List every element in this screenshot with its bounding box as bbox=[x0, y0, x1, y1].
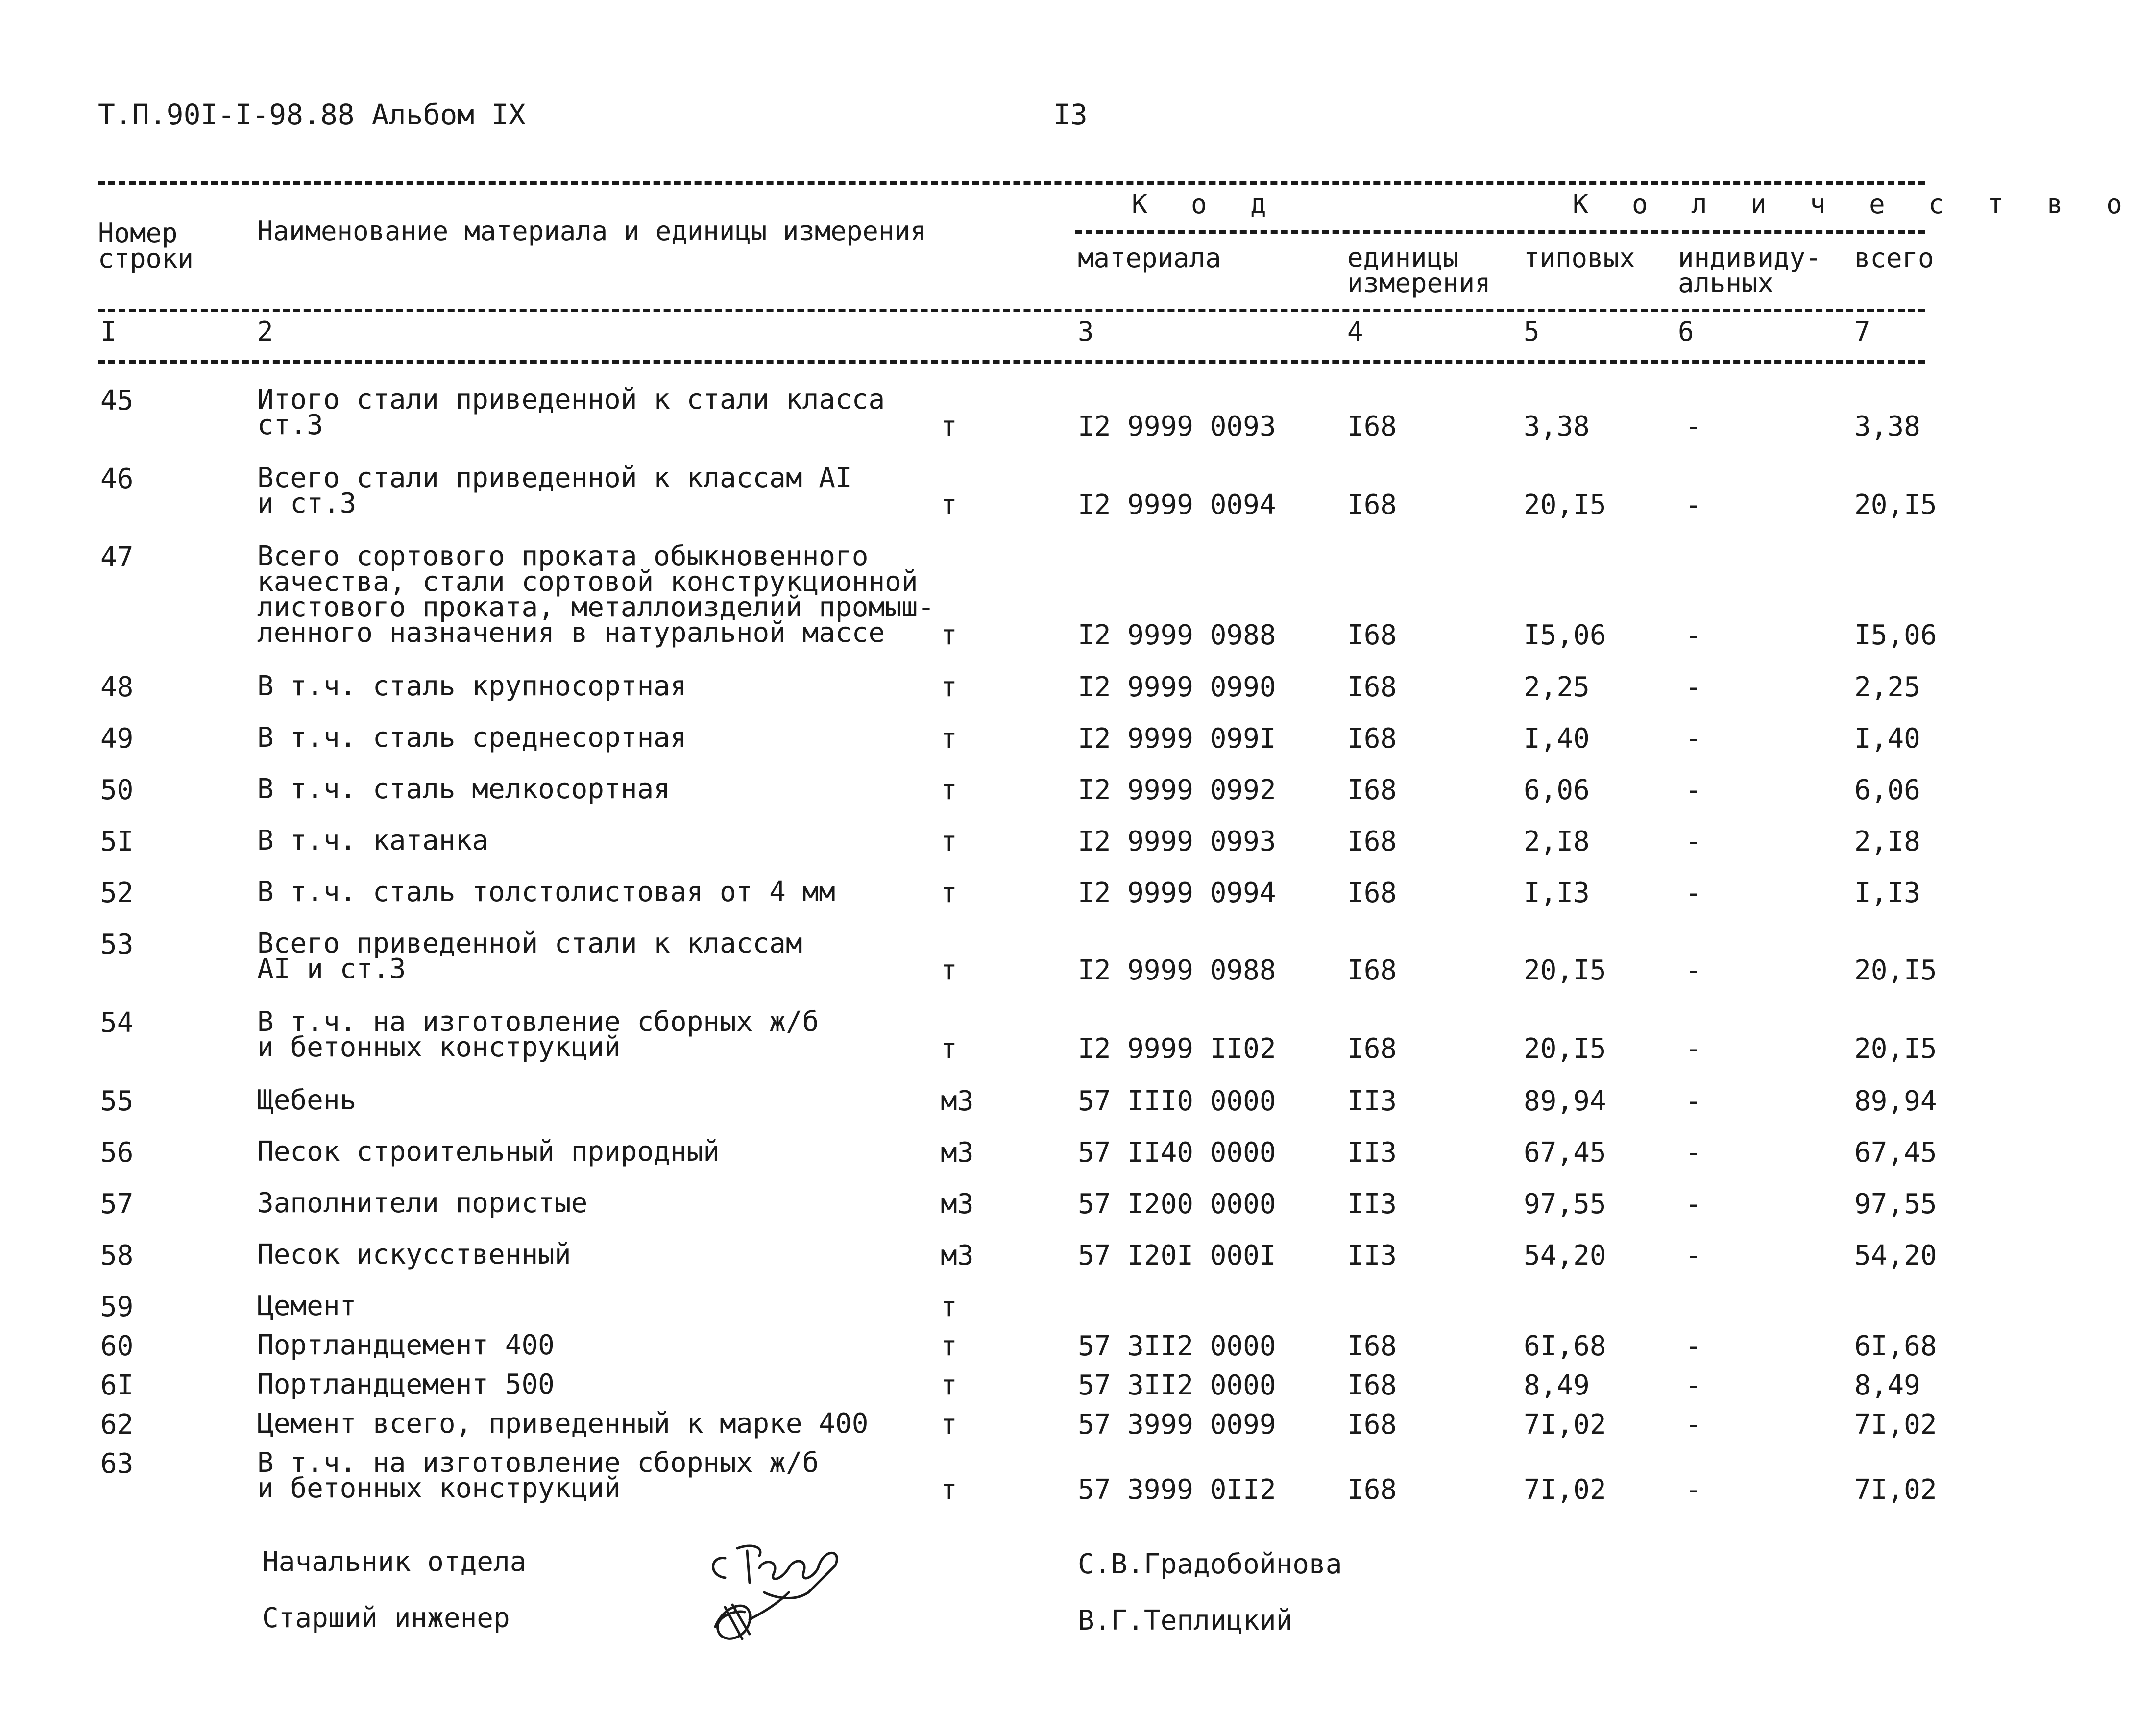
qty-typical: 6,06 bbox=[1524, 774, 1590, 806]
header-qty-total: всего bbox=[1854, 243, 1934, 273]
qty-total: 2,I8 bbox=[1854, 826, 1920, 857]
column-number-3: 3 bbox=[1078, 316, 1094, 347]
material-name: Всего приведенной стали к классам AI и ст.3 bbox=[257, 928, 802, 985]
qty-typical: 8,49 bbox=[1524, 1369, 1590, 1401]
qty-total: 3,38 bbox=[1854, 411, 1920, 442]
signature-title-head: Начальник отдела bbox=[262, 1546, 527, 1578]
unit-code: I68 bbox=[1347, 774, 1397, 806]
qty-individual: - bbox=[1685, 723, 1702, 755]
qty-total: 67,45 bbox=[1854, 1137, 1937, 1169]
header-mid-divider bbox=[98, 309, 1925, 312]
unit-of-measure: т bbox=[941, 1369, 957, 1401]
material-name: Цемент всего, приведенный к марке 400 bbox=[257, 1408, 869, 1440]
row-number: 48 bbox=[100, 671, 134, 703]
unit-of-measure: т bbox=[941, 671, 957, 703]
qty-typical: 20,I5 bbox=[1524, 1033, 1606, 1065]
material-code: 57 II40 0000 bbox=[1078, 1137, 1276, 1169]
unit-of-measure: т bbox=[941, 1291, 957, 1323]
header-qty-typical: типовых bbox=[1524, 243, 1635, 273]
material-code: 57 3999 0099 bbox=[1078, 1409, 1276, 1441]
qty-typical: I,I3 bbox=[1524, 877, 1590, 909]
row-number: 63 bbox=[100, 1448, 134, 1480]
qty-typical: 20,I5 bbox=[1524, 954, 1606, 986]
qty-total: 54,20 bbox=[1854, 1240, 1937, 1271]
unit-code: I68 bbox=[1347, 1409, 1397, 1441]
qty-total: 97,55 bbox=[1854, 1188, 1937, 1220]
unit-code: II3 bbox=[1347, 1188, 1397, 1220]
unit-of-measure: т bbox=[941, 489, 957, 521]
unit-code: II3 bbox=[1347, 1085, 1397, 1117]
unit-code: II3 bbox=[1347, 1137, 1397, 1169]
material-code: I2 9999 0992 bbox=[1078, 774, 1276, 806]
unit-of-measure: т bbox=[941, 774, 957, 806]
unit-of-measure: т bbox=[941, 954, 957, 986]
unit-code: I68 bbox=[1347, 619, 1397, 651]
qty-total: 6,06 bbox=[1854, 774, 1920, 806]
qty-typical: 54,20 bbox=[1524, 1240, 1606, 1271]
unit-code: I68 bbox=[1347, 723, 1397, 755]
unit-of-measure: т bbox=[941, 411, 957, 442]
qty-individual: - bbox=[1685, 1188, 1702, 1220]
material-name: В т.ч. сталь толстолистовая от 4 мм bbox=[257, 876, 836, 908]
unit-code: I68 bbox=[1347, 1474, 1397, 1506]
header-qty-individual: индивиду- альных bbox=[1678, 242, 1821, 298]
header-material-name: Наименование материала и единицы измерения bbox=[257, 216, 926, 246]
unit-of-measure: м3 bbox=[941, 1240, 974, 1271]
qty-typical: I5,06 bbox=[1524, 619, 1606, 651]
row-number: 6I bbox=[100, 1369, 134, 1401]
row-number: 45 bbox=[100, 385, 134, 416]
unit-code: I68 bbox=[1347, 671, 1397, 703]
material-code: I2 9999 0993 bbox=[1078, 826, 1276, 857]
material-name: Песок строительный природный bbox=[257, 1136, 720, 1168]
unit-code: I68 bbox=[1347, 826, 1397, 857]
qty-total: 89,94 bbox=[1854, 1085, 1937, 1117]
header-top-divider bbox=[98, 181, 1925, 185]
material-name: В т.ч. на изготовление сборных ж/б и бетонных конструкций bbox=[257, 1006, 819, 1063]
row-number: 46 bbox=[100, 463, 134, 495]
qty-typical: 7I,02 bbox=[1524, 1474, 1606, 1506]
column-number-1: I bbox=[100, 316, 117, 347]
qty-individual: - bbox=[1685, 489, 1702, 521]
column-number-2: 2 bbox=[257, 316, 273, 347]
qty-total: 2,25 bbox=[1854, 671, 1920, 703]
material-code: I2 9999 0988 bbox=[1078, 619, 1276, 651]
unit-of-measure: т bbox=[941, 1474, 957, 1506]
header-row-number: Номер строки bbox=[98, 218, 194, 274]
qty-total: 7I,02 bbox=[1854, 1474, 1937, 1506]
row-number: 55 bbox=[100, 1085, 134, 1117]
row-number: 62 bbox=[100, 1409, 134, 1441]
header-quantity: К о л и ч е с т в о bbox=[1573, 189, 2136, 220]
material-name: Песок искусственный bbox=[257, 1239, 571, 1271]
unit-of-measure: т bbox=[941, 877, 957, 909]
unit-of-measure: м3 bbox=[941, 1085, 974, 1117]
unit-of-measure: м3 bbox=[941, 1188, 974, 1220]
qty-typical: 20,I5 bbox=[1524, 489, 1606, 521]
material-code: 57 3999 0II2 bbox=[1078, 1474, 1276, 1506]
unit-code: I68 bbox=[1347, 1369, 1397, 1401]
material-name: Портландцемент 500 bbox=[257, 1369, 555, 1400]
unit-of-measure: т bbox=[941, 1330, 957, 1362]
material-name: Щебень bbox=[257, 1084, 357, 1116]
qty-total: I5,06 bbox=[1854, 619, 1937, 651]
material-code: I2 9999 0094 bbox=[1078, 489, 1276, 521]
material-code: I2 9999 0093 bbox=[1078, 411, 1276, 442]
qty-typical: 6I,68 bbox=[1524, 1330, 1606, 1362]
row-number: 49 bbox=[100, 723, 134, 755]
qty-total: I,I3 bbox=[1854, 877, 1920, 909]
qty-individual: - bbox=[1685, 877, 1702, 909]
material-code: 57 I200 0000 bbox=[1078, 1188, 1276, 1220]
row-number: 54 bbox=[100, 1007, 134, 1039]
column-number-4: 4 bbox=[1347, 316, 1363, 347]
material-name: Заполнители пористые bbox=[257, 1187, 588, 1219]
page-number: I3 bbox=[1053, 98, 1088, 131]
material-name: В т.ч. сталь среднесортная bbox=[257, 722, 687, 754]
qty-total: 7I,02 bbox=[1854, 1409, 1937, 1441]
material-name: В т.ч. сталь мелкосортная bbox=[257, 773, 670, 805]
qty-individual: - bbox=[1685, 954, 1702, 986]
material-name: Всего стали приведенной к классам AI и ст.3 bbox=[257, 462, 852, 519]
qty-typical: 97,55 bbox=[1524, 1188, 1606, 1220]
qty-individual: - bbox=[1685, 411, 1702, 442]
row-number: 5I bbox=[100, 826, 134, 857]
material-name: Цемент bbox=[257, 1290, 357, 1322]
column-number-6: 6 bbox=[1678, 316, 1694, 347]
signature-name-engineer: В.Г.Теплицкий bbox=[1078, 1605, 1293, 1637]
material-code: 57 3II2 0000 bbox=[1078, 1369, 1276, 1401]
material-code: 57 III0 0000 bbox=[1078, 1085, 1276, 1117]
row-number: 59 bbox=[100, 1291, 134, 1323]
qty-individual: - bbox=[1685, 1369, 1702, 1401]
material-name: В т.ч. на изготовление сборных ж/б и бетонных конструкций bbox=[257, 1447, 819, 1504]
unit-code: I68 bbox=[1347, 1330, 1397, 1362]
qty-total: 20,I5 bbox=[1854, 489, 1937, 521]
qty-individual: - bbox=[1685, 619, 1702, 651]
material-code: I2 9999 099I bbox=[1078, 723, 1276, 755]
qty-individual: - bbox=[1685, 1033, 1702, 1065]
qty-typical: 89,94 bbox=[1524, 1085, 1606, 1117]
row-number: 60 bbox=[100, 1330, 134, 1362]
signature-title-engineer: Старший инженер bbox=[262, 1602, 510, 1634]
material-code: 57 I20I 000I bbox=[1078, 1240, 1276, 1271]
material-name: Всего сортового проката обыкновенного качества, стали сортовой конструкционной листового проката, металлоизделий промыш- ленного назначения в натуральной массе bbox=[257, 540, 935, 649]
qty-typical: 2,I8 bbox=[1524, 826, 1590, 857]
material-code: 57 3II2 0000 bbox=[1078, 1330, 1276, 1362]
qty-typical: 3,38 bbox=[1524, 411, 1590, 442]
material-name: В т.ч. катанка bbox=[257, 825, 489, 856]
material-code: I2 9999 0990 bbox=[1078, 671, 1276, 703]
qty-typical: I,40 bbox=[1524, 723, 1590, 755]
qty-typical: 2,25 bbox=[1524, 671, 1590, 703]
material-name: В т.ч. сталь крупносортная bbox=[257, 670, 687, 702]
row-number: 56 bbox=[100, 1137, 134, 1169]
material-name: Портландцемент 400 bbox=[257, 1329, 555, 1361]
unit-of-measure: м3 bbox=[941, 1137, 974, 1169]
unit-code: I68 bbox=[1347, 1033, 1397, 1065]
material-code: I2 9999 0988 bbox=[1078, 954, 1276, 986]
unit-code: I68 bbox=[1347, 954, 1397, 986]
qty-individual: - bbox=[1685, 1474, 1702, 1506]
row-number: 58 bbox=[100, 1240, 134, 1271]
unit-of-measure: т bbox=[941, 619, 957, 651]
qty-individual: - bbox=[1685, 1085, 1702, 1117]
unit-of-measure: т bbox=[941, 723, 957, 755]
material-name: Итого стали приведенной к стали класса ст.3 bbox=[257, 384, 885, 441]
qty-total: 20,I5 bbox=[1854, 1033, 1937, 1065]
unit-code: I68 bbox=[1347, 489, 1397, 521]
document-reference: Т.П.90I-I-98.88 Альбом IX bbox=[98, 98, 526, 131]
unit-code: I68 bbox=[1347, 877, 1397, 909]
signature-name-head: С.В.Градобойнова bbox=[1078, 1548, 1342, 1580]
qty-total: 20,I5 bbox=[1854, 954, 1937, 986]
qty-individual: - bbox=[1685, 1409, 1702, 1441]
header-code-unit: единицы измерения bbox=[1347, 242, 1491, 298]
qty-total: 8,49 bbox=[1854, 1369, 1920, 1401]
row-number: 52 bbox=[100, 877, 134, 909]
qty-typical: 67,45 bbox=[1524, 1137, 1606, 1169]
handwritten-signature bbox=[696, 1529, 872, 1656]
qty-typical: 7I,02 bbox=[1524, 1409, 1606, 1441]
qty-total: I,40 bbox=[1854, 723, 1920, 755]
unit-of-measure: т bbox=[941, 826, 957, 857]
header-code: К о д bbox=[1132, 189, 1280, 220]
qty-individual: - bbox=[1685, 1240, 1702, 1271]
column-number-5: 5 bbox=[1524, 316, 1540, 347]
qty-individual: - bbox=[1685, 671, 1702, 703]
qty-total: 6I,68 bbox=[1854, 1330, 1937, 1362]
qty-individual: - bbox=[1685, 774, 1702, 806]
header-code-material: материала bbox=[1078, 243, 1221, 273]
unit-of-measure: т bbox=[941, 1033, 957, 1065]
qty-individual: - bbox=[1685, 1330, 1702, 1362]
qty-individual: - bbox=[1685, 1137, 1702, 1169]
header-sub-divider bbox=[1075, 230, 1925, 234]
qty-individual: - bbox=[1685, 826, 1702, 857]
unit-code: I68 bbox=[1347, 411, 1397, 442]
row-number: 53 bbox=[100, 929, 134, 960]
row-number: 50 bbox=[100, 774, 134, 806]
unit-of-measure: т bbox=[941, 1409, 957, 1441]
material-code: I2 9999 0994 bbox=[1078, 877, 1276, 909]
row-number: 57 bbox=[100, 1188, 134, 1220]
column-number-7: 7 bbox=[1854, 316, 1870, 347]
unit-code: II3 bbox=[1347, 1240, 1397, 1271]
row-number: 47 bbox=[100, 541, 134, 573]
header-bottom-divider bbox=[98, 360, 1925, 364]
material-code: I2 9999 II02 bbox=[1078, 1033, 1276, 1065]
